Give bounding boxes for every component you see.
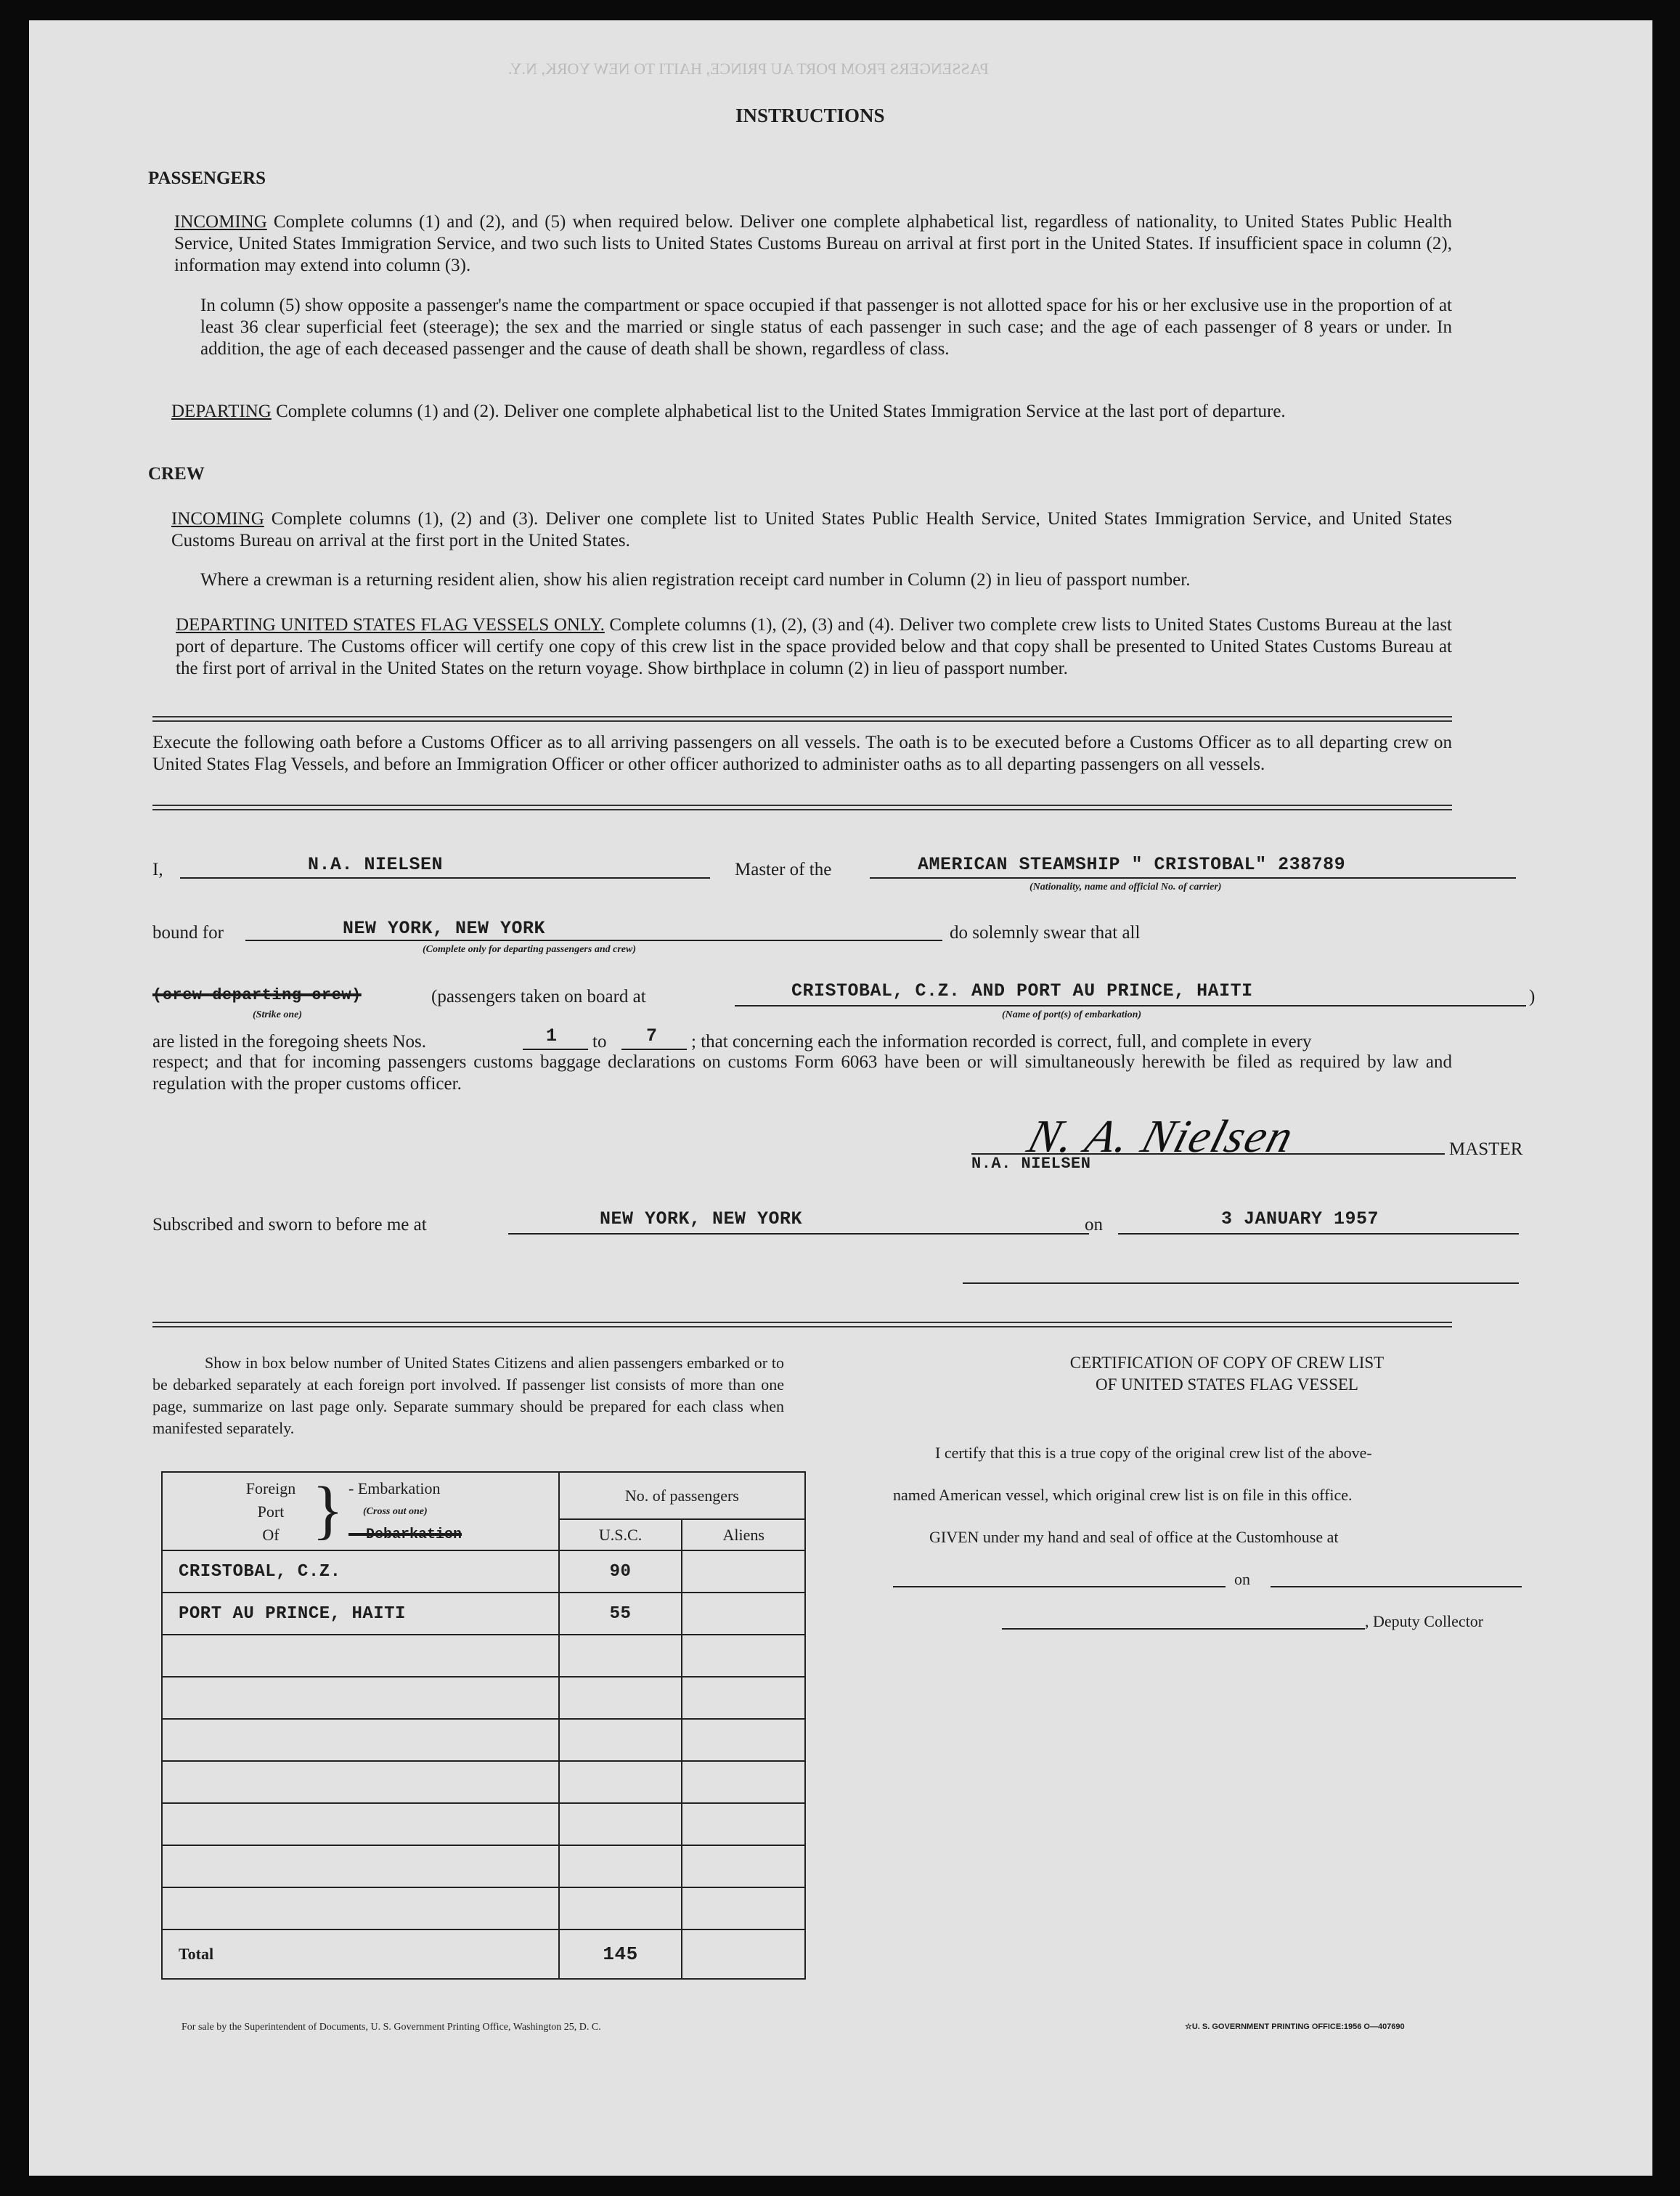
divider [152,805,1452,810]
bound-for-label: bound for [152,923,224,943]
table-row [162,1593,805,1635]
ports-line [735,1005,1526,1006]
table-row [162,1677,805,1719]
footer-right: ☆U. S. GOVERNMENT PRINTING OFFICE:1956 O—407690 [1185,2022,1405,2031]
passengers-departing-text: Complete columns (1) and (2). Deliver one complete alphabetical list to the United States Immigration Service at the last port of departure. [276,402,1286,421]
oath-i-label: I, [152,860,163,879]
passengers-header-cell: No. of passengers [559,1472,805,1519]
bound-for-caption: (Complete only for departing passengers and crew) [423,944,636,955]
total-label: Total [162,1929,559,1979]
bleed-through-text: PASSENGERS FROM PORT AU PRINCE, HAITI TO NEW YORK, N.Y. [508,60,989,78]
hdr-embarkation: - Embarkation [348,1479,441,1497]
passengers-departing-paragraph [171,401,1452,423]
crew-departing-text: Complete columns (1), (2), (3) and (4). Deliver two complete crew lists to United States Customs Bureau at the last port of departure. The Customs officer will certify one copy of this crew list in the space provided below and that copy shall be presented to United States Customs Bureau at the first port of arrival in the United States on the return voyage. Show birthplace in column (2) in lieu of passport number. [176,615,1452,678]
sheets-to-label: to [592,1032,607,1052]
aliens-header-cell: Aliens [682,1519,805,1550]
sworn-date: 3 JANUARY 1957 [1221,1208,1379,1229]
strike-one-text: (crew departing crew) [152,986,362,1004]
certification-line1: I certify that this is a true copy of the original crew list of the above- [935,1444,1372,1462]
master-of-label: Master of the [735,860,832,879]
passengers-incoming-text: Complete columns (1) and (2), and (5) when required below. Deliver one complete alphabetical list, regardless of nationality, to United States Public Health Service, United States Immigration Service, and two such lists to United States Customs Bureau on arrival at first port in the United States. If insufficient space in column (2), information may extend into column (3). [174,212,1452,275]
passenger-summary-table [161,1471,806,1980]
certification-line2: named American vessel, which original crew list is on file in this office. [893,1486,1353,1504]
subscribed-label: Subscribed and sworn to before me at [152,1215,427,1235]
usc-header-cell: U.S.C. [559,1519,682,1550]
summary-header-row [162,1472,805,1519]
total-usc: 145 [559,1929,682,1979]
deputy-collector-label: , Deputy Collector [1365,1612,1484,1630]
hdr-of: Of [262,1526,280,1544]
sworn-on-label: on [1085,1215,1103,1235]
passengers-heading: PASSENGERS [148,168,266,188]
sworn-date-line [1118,1233,1519,1235]
master-name: N.A. NIELSEN [308,854,444,875]
crew-incoming-label: INCOMING [171,509,264,529]
passengers-incoming-paragraph [174,211,1452,277]
crew-departing-paragraph [176,614,1452,680]
hdr-port: Port [257,1502,285,1521]
bound-for-line [245,940,942,941]
signed-name: N.A. NIELSEN [971,1155,1091,1173]
divider [152,1322,1452,1327]
passengers-incoming-label: INCOMING [174,212,267,232]
crew-resident-paragraph: Where a crewman is a returning resident alien, show his alien registration receipt card number in Column (2) in lieu of passport number. [200,570,1191,590]
table-row [162,1887,805,1929]
port-header-cell [162,1472,559,1550]
certification-date-line [1271,1586,1522,1587]
table-row [162,1845,805,1887]
certification-title-line2: OF UNITED STATES FLAG VESSEL [1096,1375,1358,1394]
aliens-cell [682,1550,805,1593]
table-row [162,1803,805,1845]
table-row [162,1635,805,1677]
sheets-prefix: are listed in the foregoing sheets Nos. [152,1032,426,1052]
table-row [162,1761,805,1803]
sheets-suffix: ; that concerning each the information recorded is correct, full, and complete in every [691,1032,1312,1052]
summary-instructions: Show in box below number of United States Citizens and alien passengers embarked or to be debarked separately at each foreign port involved. If passenger list consists of more than one page, summarize on last page only. Separate summary should be prepared for each class when manifested separately. [152,1354,784,1437]
respect-paragraph: respect; and that for incoming passengers customs baggage declarations on customs Form 6063 have been or will simultaneously herewith be filed as required by law and regulation with the proper customs officer. [152,1052,1452,1094]
certification-title [900,1352,1554,1396]
crew-heading: CREW [148,464,205,484]
vessel-caption: (Nationality, name and official No. of carrier) [1029,882,1222,892]
crew-departing-label: DEPARTING UNITED STATES FLAG VESSELS ONLY. [176,615,605,635]
sheet-from-line [523,1049,588,1050]
brace-icon: } [312,1474,344,1546]
hdr-cross-out: (Cross out one) [363,1506,428,1517]
table-row [162,1550,805,1593]
sheet-to: 7 [646,1025,658,1046]
sheet-from: 1 [546,1025,558,1046]
sworn-place: NEW YORK, NEW YORK [600,1208,803,1229]
port-cell: PORT AU PRINCE, HAITI [162,1593,559,1635]
taken-on-board-label: (passengers taken on board at [431,987,646,1006]
column5-paragraph: In column (5) show opposite a passenger's name the compartment or space occupied if that passenger is not allotted space for his or her exclusive use in the proportion of at least 36 clear superficial feet (steerage); the sex and the married or single status of each passenger in such case; and the age of each passenger of 8 years or under. In addition, the age of each deceased passenger and the cause of death shall be shown, regardless of class. [200,296,1452,359]
hdr-debarkation: - Debarkation [348,1526,462,1543]
total-row [162,1929,805,1979]
footer-left: For sale by the Superintendent of Documents, U. S. Government Printing Office, Washington 25, D. C. [182,2022,601,2033]
usc-cell: 90 [559,1550,682,1593]
table-row [162,1719,805,1761]
embarkation-ports: CRISTOBAL, C.Z. AND PORT AU PRINCE, HAITI [791,980,1253,1001]
document-page [29,20,1652,2176]
strike-one-caption: (Strike one) [253,1009,303,1020]
officer-signature-line [963,1282,1519,1284]
sworn-place-line [508,1233,1089,1235]
deputy-collector-line [1002,1628,1365,1630]
bound-for-value: NEW YORK, NEW YORK [343,918,546,939]
oath-intro-paragraph: Execute the following oath before a Customs Officer as to all arriving passengers on all vessels. The oath is to be executed before a Customs Officer as to all departing crew on United States Flag Vessels, and before an Immigration Officer or other officer authorized to administer oaths as to all departing passengers on all vessels. [152,733,1452,774]
certification-line3: GIVEN under my hand and seal of office at the Customhouse at [929,1528,1339,1546]
crew-incoming-paragraph [171,508,1452,552]
hdr-foreign: Foreign [245,1479,296,1497]
aliens-cell [682,1593,805,1635]
close-paren: ) [1529,987,1536,1006]
crew-incoming-text: Complete columns (1), (2) and (3). Deliver one complete list to United States Public Health Service, United States Immigration Service, and United States Customs Bureau on arrival at the first port in the United States. [171,509,1453,550]
passengers-departing-label: DEPARTING [171,402,272,421]
page-title: INSTRUCTIONS [735,105,885,126]
port-cell: CRISTOBAL, C.Z. [162,1550,559,1593]
usc-cell: 55 [559,1593,682,1635]
master-signature: N. A. Nielsen [1022,1110,1300,1162]
master-name-line [180,877,710,879]
ports-caption: (Name of port(s) of embarkation) [1002,1009,1142,1020]
vessel-name: AMERICAN STEAMSHIP " CRISTOBAL" 238789 [918,854,1346,875]
master-label: MASTER [1449,1139,1523,1159]
swear-text: do solemnly swear that all [950,923,1141,943]
certification-title-line1: CERTIFICATION OF COPY OF CREW LIST [1069,1354,1385,1372]
vessel-line [870,877,1516,879]
customhouse-line [893,1586,1226,1587]
sheet-to-line [621,1049,687,1050]
certification-on-label: on [1234,1570,1250,1588]
divider [152,716,1452,722]
